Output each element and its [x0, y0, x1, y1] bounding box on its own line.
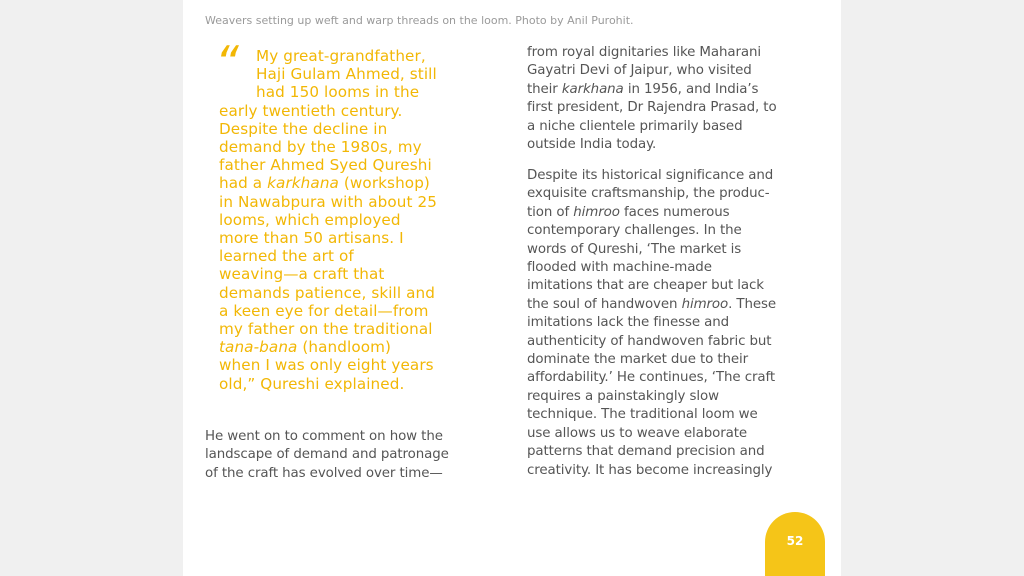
text-line — [527, 44, 827, 62]
text-line — [219, 120, 509, 138]
text-segment: from royal dignitaries like Maharani — [527, 45, 761, 60]
text-line — [527, 277, 827, 295]
text-segment: the soul of handwoven — [527, 296, 682, 312]
text-segment: dominate the market due to their — [527, 352, 749, 368]
text-line — [527, 259, 827, 277]
text-segment: had 150 looms in the — [256, 83, 420, 102]
text-line — [205, 446, 505, 464]
text-line — [527, 351, 827, 369]
text-segment: Gayatri Devi of Jaipur, who visited — [527, 63, 752, 79]
text-segment: flooded with machine-made — [527, 260, 712, 276]
text-line — [527, 185, 827, 203]
text-segment: (handloom) — [297, 338, 392, 357]
text-line — [527, 204, 827, 222]
text-line — [219, 156, 509, 174]
text-line — [219, 265, 509, 283]
document-page — [183, 0, 841, 576]
text-segment: faces numerous — [619, 204, 730, 220]
text-line — [527, 462, 827, 480]
italic-term: himroo — [681, 296, 729, 312]
text-line — [527, 99, 827, 117]
text-segment: more than 50 artisans. I — [219, 229, 404, 248]
text-line — [527, 388, 827, 406]
italic-term: himroo — [573, 204, 620, 220]
text-line — [205, 428, 505, 446]
text-line — [527, 406, 827, 424]
text-segment: early twentieth century. — [219, 101, 403, 120]
text-segment: My great-grandfather, — [256, 47, 426, 65]
text-segment: father Ahmed Syed Qureshi — [219, 156, 432, 175]
text-segment: He went on to comment on how the — [205, 429, 443, 444]
text-line — [219, 211, 509, 229]
right-column-paragraph-2 — [527, 167, 827, 480]
text-segment: (workshop) — [338, 174, 430, 193]
text-line — [527, 443, 827, 461]
italic-term: karkhana — [561, 81, 624, 97]
text-line — [219, 47, 509, 65]
italic-term: karkhana — [267, 174, 339, 193]
text-segment: demand by the 1980s, my — [219, 138, 422, 157]
text-line — [219, 375, 509, 393]
text-segment: Haji Gulam Ahmed, still — [256, 65, 437, 84]
pull-quote — [219, 47, 509, 393]
italic-term: tana-bana — [219, 338, 298, 357]
text-segment: words of Qureshi, ‘The market is — [527, 241, 742, 257]
text-segment: when I was only eight years — [219, 356, 434, 375]
page-number-badge — [765, 512, 825, 576]
text-segment: imitations lack the finesse and — [527, 315, 730, 331]
right-column-paragraph-1 — [527, 44, 827, 154]
text-segment: affordability.’ He continues, ‘The craft — [527, 370, 775, 386]
text-segment: old,” Qureshi explained. — [219, 374, 405, 393]
text-line — [219, 102, 509, 120]
text-line — [527, 167, 827, 185]
text-segment: . These — [728, 296, 777, 312]
text-segment: use allows us to weave elaborate — [527, 425, 748, 441]
text-line — [527, 314, 827, 332]
text-segment: imitations that are cheaper but lack — [527, 278, 764, 294]
text-segment: outside India today. — [527, 137, 657, 153]
text-segment: demands patience, skill and — [219, 283, 435, 302]
text-line — [219, 320, 509, 338]
text-line — [527, 222, 827, 240]
text-segment: of the craft has evolved over time— — [205, 465, 443, 481]
text-line — [527, 333, 827, 351]
text-line — [205, 465, 505, 483]
text-segment: landscape of demand and patronage — [205, 447, 449, 463]
left-column-paragraph — [205, 428, 505, 483]
text-segment: Despite its historical significance and — [527, 168, 774, 183]
text-segment: in 1956, and India’s — [623, 81, 759, 97]
text-line — [219, 193, 509, 211]
text-line — [219, 356, 509, 374]
text-line — [219, 65, 509, 83]
text-line — [219, 138, 509, 156]
text-segment: learned the art of — [219, 247, 354, 266]
text-segment: had a — [219, 174, 268, 193]
text-line — [527, 62, 827, 80]
text-segment: first president, Dr Rajendra Prasad, to — [527, 100, 777, 116]
text-segment: looms, which employed — [219, 210, 401, 229]
page-number: 52 — [786, 534, 804, 548]
text-segment: a niche clientele primarily based — [527, 118, 743, 134]
text-line — [527, 118, 827, 136]
text-line — [219, 229, 509, 247]
text-line — [219, 284, 509, 302]
text-line — [527, 241, 827, 259]
text-line — [219, 174, 509, 192]
text-segment: contemporary challenges. In the — [527, 223, 742, 239]
text-segment: my father on the traditional — [219, 320, 433, 339]
photo-caption: Weavers setting up weft and warp threads on the loom. Photo by Anil Purohit. — [205, 14, 634, 27]
text-segment: requires a painstakingly slow — [527, 388, 719, 404]
text-segment: patterns that demand precision and — [527, 444, 765, 460]
text-line — [527, 81, 827, 99]
text-line — [527, 136, 827, 154]
text-segment: a keen eye for detail—from — [219, 301, 429, 320]
text-segment: authenticity of handwoven fabric but — [527, 333, 772, 349]
text-segment: exquisite craftsmanship, the produc- — [527, 186, 770, 202]
text-line — [219, 83, 509, 101]
text-segment: in Nawabpura with about 25 — [219, 192, 437, 211]
text-line — [527, 369, 827, 387]
text-line — [219, 247, 509, 265]
text-line — [219, 302, 509, 320]
quote-mark-icon: “ — [215, 36, 239, 90]
text-segment: weaving—a craft that — [219, 265, 385, 284]
text-segment: Despite the decline in — [219, 119, 388, 138]
text-segment: creativity. It has become increasingly — [527, 462, 773, 478]
text-line — [219, 338, 509, 356]
text-segment: technique. The traditional loom we — [527, 407, 758, 423]
text-segment: their — [527, 81, 562, 97]
text-line — [527, 425, 827, 443]
text-segment: tion of — [527, 204, 574, 220]
text-line — [527, 296, 827, 314]
